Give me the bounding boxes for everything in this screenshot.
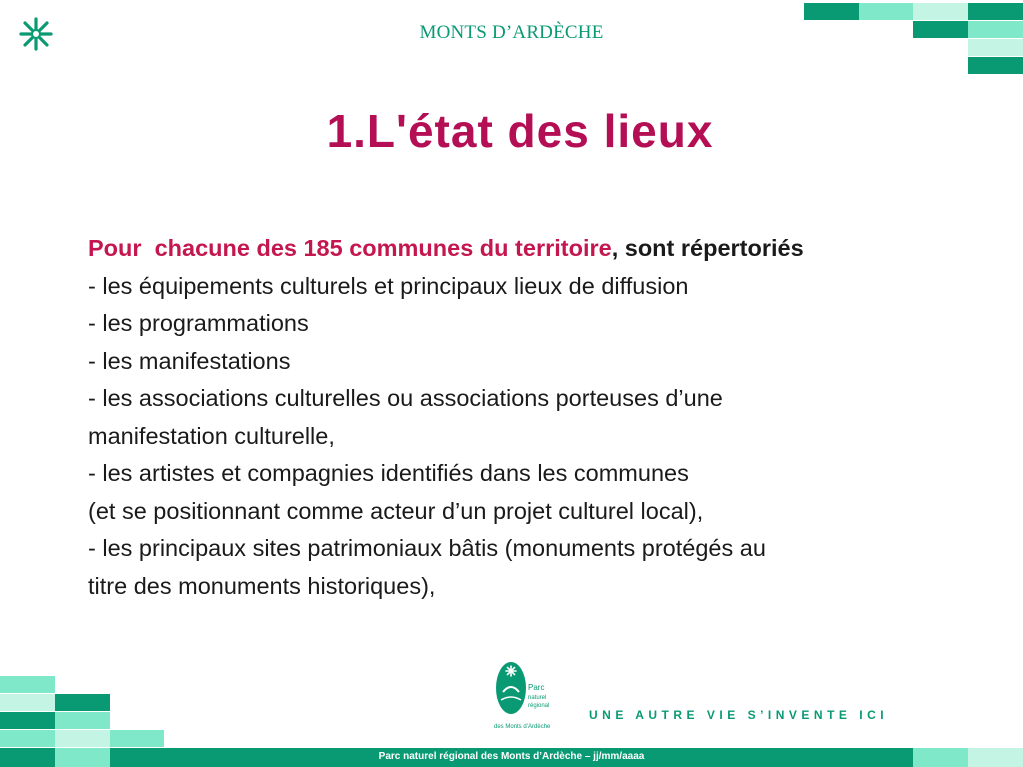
decor-square [55,712,110,729]
decor-square [968,748,1023,767]
decor-square [0,748,55,767]
intro-line [88,230,988,268]
slide-body [88,230,988,605]
decor-square [913,3,968,20]
decor-square [968,3,1023,20]
intro-rest: , sont répertoriés [611,235,804,261]
decor-square [804,3,859,20]
logo-text-1: Parc [528,683,545,692]
slide-title: 1.L'état des lieux [326,105,714,157]
body-line: - les manifestations [88,347,291,374]
decor-square [55,730,110,747]
logo-text-3: régional [528,703,550,709]
logo-text-4: des Monts d’Ardèche [494,724,551,730]
logo-text-2: naturel [528,695,547,701]
body-line: - les principaux sites patrimoniaux bâtis (monuments protégés au [88,535,766,561]
body-line: - les artistes et compagnies identifiés dans les communes [88,460,689,486]
decor-square [55,748,110,767]
decor-square [913,748,968,767]
footer-bar [110,748,913,767]
body-line: - les programmations [88,310,309,336]
footer-text: Parc naturel régional des Monts d’Ardèche – jj/mm/aaaa [378,751,645,762]
decor-square [0,712,55,729]
tagline: UNE AUTRE VIE S’INVENTE ICI [589,708,889,722]
body-line: (et se positionnant comme acteur d’un projet culturel local), [88,497,704,524]
intro-highlight: Pour chacune des 185 communes du territoire [88,235,612,261]
body-line: titre des monuments historiques), [88,572,436,599]
decor-square [0,730,55,747]
decor-square [0,676,55,693]
brand-heading: MONTS D’ARDÈCHE [419,22,604,43]
body-line: manifestation culturelle, [88,422,335,449]
body-line: - les associations culturelles ou associations porteuses d’une [88,385,723,411]
decor-square [55,694,110,711]
body-line: - les équipements culturels et principaux lieux de diffusion [88,272,689,299]
decor-square [859,3,913,20]
decor-square [110,730,164,747]
decor-square [968,57,1023,74]
decor-square [0,694,55,711]
park-logo-icon [493,660,565,734]
